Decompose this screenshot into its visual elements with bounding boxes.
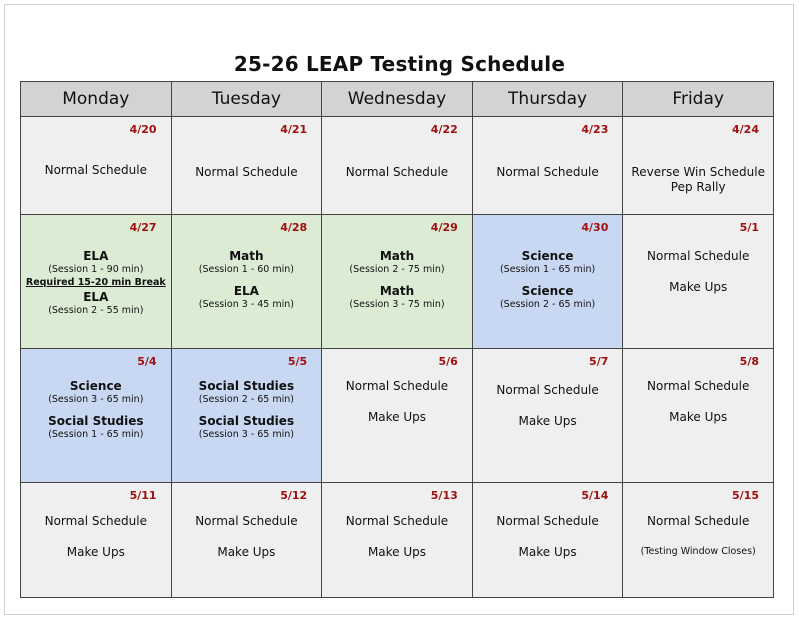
day-cell: [21, 117, 172, 215]
day-cell: [21, 483, 172, 598]
session-label: (Session 2 - 65 min): [198, 394, 294, 405]
day-cell: [623, 349, 774, 483]
header-wednesday: Wednesday: [322, 82, 473, 117]
page-title: 25-26 LEAP Testing Schedule: [233, 52, 566, 76]
cell-text: Make Ups: [367, 410, 427, 424]
day-cell: [322, 483, 473, 598]
session-label: (Session 2 - 75 min): [349, 264, 445, 275]
day-cell: [21, 349, 172, 483]
session-label: (Session 3 - 75 min): [349, 299, 445, 310]
day-cell: [171, 117, 322, 215]
date-label: 5/1: [739, 221, 759, 234]
cell-text: Make Ups: [66, 545, 125, 559]
date-label: 5/7: [589, 355, 609, 368]
cell-text: Reverse Win Schedule: [631, 165, 765, 179]
cell-text: Make Ups: [669, 280, 728, 294]
date-label: 4/27: [129, 221, 157, 234]
date-label: 4/24: [732, 123, 759, 136]
break-note: Required 15-20 min Break: [25, 277, 166, 288]
date-label: 4/29: [430, 221, 458, 234]
day-cell: [472, 349, 623, 483]
cell-text: Make Ups: [518, 414, 577, 428]
cell-text: Normal Schedule: [647, 249, 750, 263]
cell-text: Normal Schedule: [345, 379, 449, 393]
subject-label: Social Studies: [48, 414, 144, 428]
day-cell: [472, 215, 623, 349]
header-monday: Monday: [21, 82, 172, 117]
subject-label: ELA: [83, 290, 109, 304]
week-row-3: [21, 349, 774, 483]
cell-text: Pep Rally: [670, 180, 726, 194]
subject-label: Math: [379, 249, 415, 263]
week-row-2: [21, 215, 774, 349]
date-label: 5/5: [287, 355, 308, 368]
day-cell: [322, 117, 473, 215]
session-label: (Session 1 - 90 min): [48, 264, 144, 275]
day-cell: [472, 117, 623, 215]
date-label: 4/23: [581, 123, 609, 136]
date-label: 5/13: [430, 489, 458, 502]
header-thursday: Thursday: [472, 82, 623, 117]
subject-label: ELA: [233, 284, 259, 298]
subject-label: ELA: [83, 249, 109, 263]
day-cell: [322, 215, 473, 349]
date-label: 5/15: [732, 489, 759, 502]
cell-text: Normal Schedule: [195, 165, 298, 179]
date-label: 5/14: [581, 489, 609, 502]
date-label: 5/4: [137, 355, 157, 368]
week-row-4: [21, 483, 774, 598]
cell-text: Normal Schedule: [496, 514, 599, 528]
header-friday: Friday: [623, 82, 774, 117]
session-label: (Session 2 - 55 min): [48, 305, 144, 316]
session-label: (Session 3 - 45 min): [198, 299, 294, 310]
date-label: 5/6: [438, 355, 458, 368]
cell-text: Normal Schedule: [496, 383, 599, 397]
cell-text: Make Ups: [367, 545, 427, 559]
cell-text: Normal Schedule: [44, 163, 147, 177]
date-label: 5/12: [280, 489, 308, 502]
session-label: (Session 1 - 65 min): [499, 264, 596, 275]
cell-text: Make Ups: [669, 410, 728, 424]
date-label: 4/22: [430, 123, 458, 136]
cell-text: Normal Schedule: [647, 514, 750, 528]
date-label: 4/30: [581, 221, 609, 234]
session-label: (Session 3 - 65 min): [48, 394, 144, 405]
day-cell: [171, 349, 322, 483]
day-cell: [623, 483, 774, 598]
subject-label: Science: [521, 249, 574, 263]
day-cell: [171, 215, 322, 349]
cell-text: Make Ups: [518, 545, 577, 559]
subject-label: Science: [521, 284, 574, 298]
cell-text: Normal Schedule: [345, 514, 449, 528]
subject-label: Math: [229, 249, 264, 263]
subject-label: Math: [379, 284, 415, 298]
date-label: 5/11: [129, 489, 157, 502]
date-label: 4/20: [129, 123, 157, 136]
week-row-1: [21, 117, 774, 215]
testing-window-note: (Testing Window Closes): [640, 546, 756, 557]
schedule-table: [20, 81, 774, 598]
cell-text: Normal Schedule: [345, 165, 449, 179]
date-label: 4/21: [280, 123, 308, 136]
cell-text: Normal Schedule: [496, 165, 599, 179]
cell-text: Make Ups: [217, 545, 276, 559]
header-tuesday: Tuesday: [171, 82, 322, 117]
day-cell: [623, 215, 774, 349]
session-label: (Session 3 - 65 min): [198, 429, 294, 440]
date-label: 4/28: [280, 221, 308, 234]
day-cell: [472, 483, 623, 598]
cell-text: Normal Schedule: [195, 514, 298, 528]
subject-label: Social Studies: [198, 414, 295, 428]
subject-label: Science: [69, 379, 122, 393]
cell-text: Normal Schedule: [647, 379, 750, 393]
session-label: (Session 1 - 65 min): [48, 429, 144, 440]
day-cell: [21, 215, 172, 349]
subject-label: Social Studies: [198, 379, 295, 393]
session-label: (Session 2 - 65 min): [499, 299, 596, 310]
session-label: (Session 1 - 60 min): [198, 264, 294, 275]
date-label: 5/8: [739, 355, 759, 368]
day-cell: [623, 117, 774, 215]
day-cell: [171, 483, 322, 598]
day-cell: [322, 349, 473, 483]
header-row: [21, 82, 774, 117]
cell-text: Normal Schedule: [44, 514, 147, 528]
